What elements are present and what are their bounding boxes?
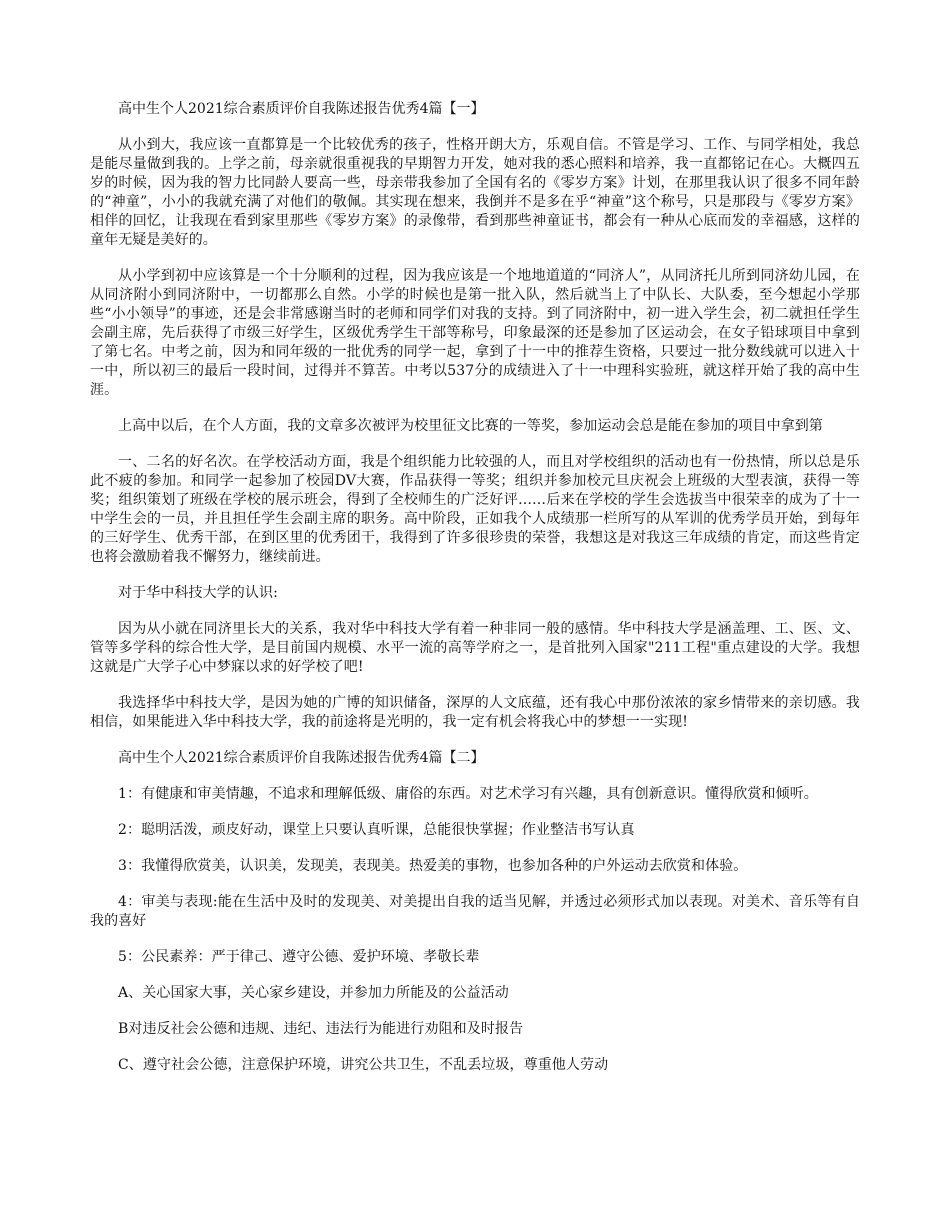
list-item-2: 2：聪明活泼，顽皮好动，课堂上只要认真听课，总能很快掌握；作业整洁书写认真 bbox=[118, 822, 635, 838]
paragraph-childhood: 从小到大，我应该一直都算是一个比较优秀的孩子，性格开朗大方，乐观自信。不管是学习、工作、与同学相处，我总是能尽量做到我的。上学之前，母亲就很重视我的早期智力开发，她对我的悉心照料和培养，我一直都铭记在心。大概四五岁的时候，因为我的智力比同龄人要高一些，母亲带我参加了全国有名的《零岁方案》计划，在那里我认识了很多不同年龄的“神童”，小小的我就充满了对他们的敬佩。其实现在想来，我倒并不是多在乎“神童”这个称号，只是那段与《零岁方案》相伴的回忆，让我现在看到家里那些《零岁方案》的录像带，看到那些神童证书，都会有一种从心底而发的幸福感，这样的童年无疑是美好的。 bbox=[90, 137, 860, 248]
list-item-1: 1：有健康和审美情趣，不追求和理解低级、庸俗的东西。对艺术学习有兴趣，具有创新意识。懂得欣赏和倾听。 bbox=[118, 786, 818, 802]
paragraph-university-choice: 我选择华中科技大学，是因为她的广博的知识储备，深厚的人文底蕴，还有我心中那份浓浓的家乡情带来的亲切感。我相信，如果能进入华中科技大学，我的前途将是光明的，我一定有机会将我心中的梦想一一实现! bbox=[90, 695, 860, 730]
section-heading-1: 高中生个人2021综合素质评价自我陈述报告优秀4篇【一】 bbox=[118, 101, 485, 117]
section-heading-2: 高中生个人2021综合素质评价自我陈述报告优秀4篇【二】 bbox=[118, 750, 485, 766]
list-item-c: C、遵守社会公德，注意保护环境，讲究公共卫生，不乱丢垃圾，尊重他人劳动 bbox=[118, 1057, 609, 1073]
paragraph-university-heading: 对于华中科技大学的认识: bbox=[118, 585, 278, 601]
list-item-a: A、关心国家大事，关心家乡建设，并参加力所能及的公益活动 bbox=[118, 985, 509, 1001]
paragraph-university-feeling: 因为从小就在同济里长大的关系，我对华中科技大学有着一种非同一般的感情。华中科技大学是涵盖理、工、医、文、管等多学科的综合性大学，是目前国内规模、水平一流的高等学府之一，是首批列入国家"211工程"重点建设的大学。我想这就是广大学子心中梦寐以求的好学校了吧! bbox=[90, 621, 860, 675]
document-body bbox=[90, 100, 860, 1092]
list-item-5: 5：公民素养：严于律己、遵守公德、爱护环境、孝敬长辈 bbox=[118, 949, 480, 965]
list-item-3: 3：我懂得欣赏美，认识美，发现美，表现美。热爱美的事物，也参加各种的户外运动去欣赏和体验。 bbox=[118, 858, 748, 874]
list-item-b: B对违反社会公德和违规、违纪、违法行为能进行劝阻和及时报告 bbox=[118, 1021, 524, 1037]
paragraph-school-years: 从小学到初中应该算是一个十分顺利的过程，因为我应该是一个地地道道的“同济人”，从同济托儿所到同济幼儿园，在从同济附小到同济附中，一切都那么自然。小学的时候也是第一批入队，然后就当上了中队长、大队委，至今想起小学那些“小小领导”的事迹，还是会非常感谢当时的老师和同学们对我的支持。到了同济附中，初一进入学生会，初二就担任学生会副主席，先后获得了市级三好学生，区级优秀学生干部等称号，印象最深的还是参加了区运动会，在女子铅球项目中拿到了第七名。中考之前，因为和同年级的一批优秀的同学一起，拿到了十一中的推荐生资格，只要过一批分数线就可以进入十一中，所以初三的最后一段时间，过得并不算苦。中考以537分的成绩进入了十一中理科实验班，就这样开始了我的高中生涯。 bbox=[90, 268, 860, 398]
paragraph-high-school-start: 上高中以后，在个人方面，我的文章多次被评为校里征文比赛的一等奖，参加运动会总是能在参加的项目中拿到第 bbox=[118, 418, 823, 434]
list-item-4: 4：审美与表现:能在生活中及时的发现美、对美提出自我的适当见解，并透过必须形式加以表现。对美术、音乐等有自我的喜好 bbox=[90, 894, 860, 929]
paragraph-activities: 一、二名的好名次。在学校活动方面，我是个组织能力比较强的人，而且对学校组织的活动也有一份热情，所以总是乐此不疲的参加。和同学一起参加了校园DV大赛，作品获得一等奖；组织并参加校元旦庆祝会上班级的大型表演，获得一等奖；组织策划了班级在学校的展示班会，得到了全校师生的广泛好评……后来在学校的学生会选拔当中很荣幸的成为了十一中学生会的一员，并且担任学生会副主席的职务。高中阶段，正如我个人成绩那一栏所写的从军训的优秀学员开始，到每年的三好学生、优秀干部，在到区里的优秀团干，我得到了许多很珍贵的荣誉，我想这是对我这三年成绩的肯定，而这些肯定也将会激励着我不懈努力，继续前进。 bbox=[90, 454, 860, 565]
